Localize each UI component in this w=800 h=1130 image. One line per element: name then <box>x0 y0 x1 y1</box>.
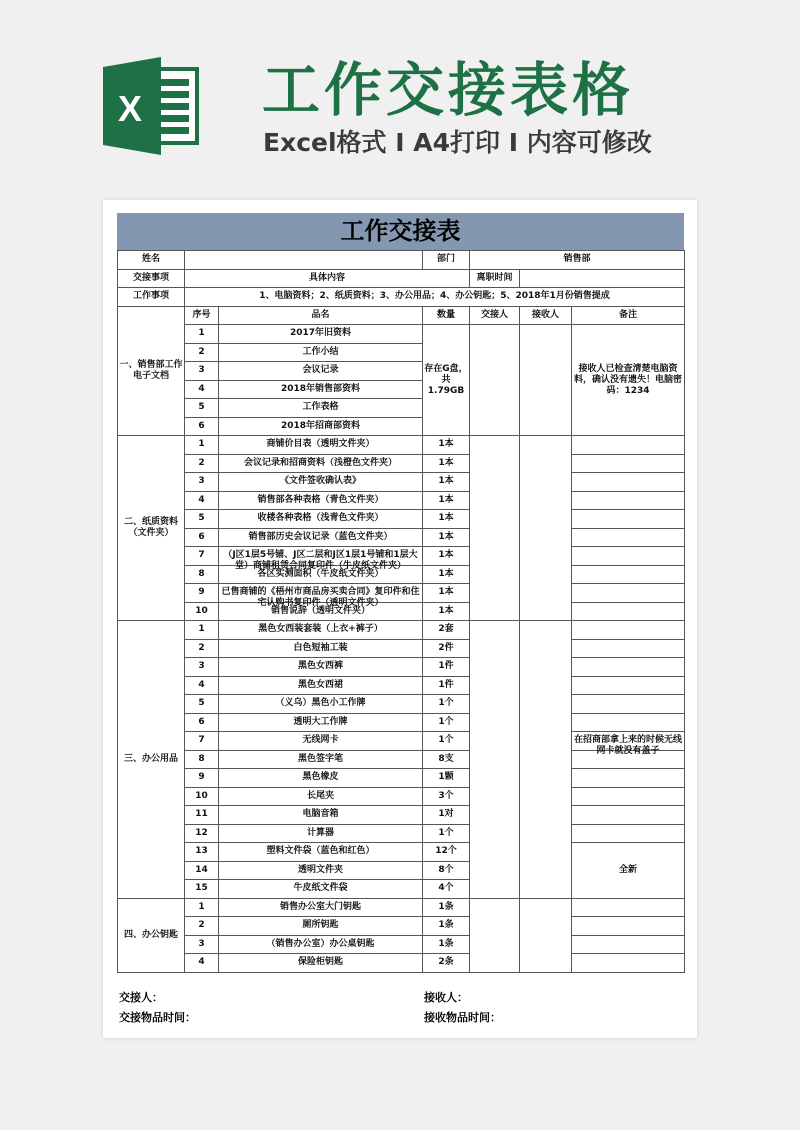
item-number: 5 <box>185 510 219 529</box>
item-note[interactable] <box>572 769 685 788</box>
item-note[interactable] <box>572 547 685 566</box>
items-value[interactable]: 1、电脑资料；2、纸质资料；3、办公用品；4、办公钥匙；5、2018年1月份销售提成 <box>185 288 685 307</box>
item-name[interactable]: 牛皮纸文件袋 <box>219 880 423 899</box>
section-label: 二、纸质资料（文件夹） <box>118 436 185 621</box>
item-number: 2 <box>185 454 219 473</box>
item-quantity[interactable]: 1个 <box>423 695 470 714</box>
table-row <box>118 787 685 806</box>
item-quantity[interactable]: 1本 <box>423 436 470 455</box>
item-note[interactable] <box>572 565 685 584</box>
receiver-cell[interactable] <box>520 621 572 899</box>
item-number: 8 <box>185 750 219 769</box>
leave-value[interactable] <box>520 269 685 288</box>
item-number: 3 <box>185 658 219 677</box>
table-row <box>118 676 685 695</box>
item-number: 6 <box>185 528 219 547</box>
item-number: 3 <box>185 473 219 492</box>
item-name[interactable]: 商铺价目表（透明文件夹） <box>219 436 423 455</box>
item-name[interactable]: 黑色女西裤 <box>219 658 423 677</box>
item-name[interactable]: 《文件签收确认表》 <box>219 473 423 492</box>
item-number: 12 <box>185 824 219 843</box>
item-note[interactable] <box>572 695 685 714</box>
row-name <box>118 251 685 270</box>
item-note[interactable] <box>572 824 685 843</box>
item-name[interactable]: 黑色女西裙 <box>219 676 423 695</box>
table-row <box>118 473 685 492</box>
item-name[interactable]: 计算器 <box>219 824 423 843</box>
item-number: 3 <box>185 935 219 954</box>
item-number: 7 <box>185 547 219 566</box>
item-number: 15 <box>185 880 219 899</box>
table-row <box>118 713 685 732</box>
item-quantity[interactable]: 4个 <box>423 880 470 899</box>
item-note[interactable] <box>572 436 685 455</box>
table-row <box>118 732 685 751</box>
item-number: 1 <box>185 898 219 917</box>
item-name[interactable]: 工作小结 <box>219 343 423 362</box>
handover-time-label: 交接物品时间： <box>119 1011 196 1024</box>
item-name[interactable]: 销售部各种表格（青色文件夹） <box>219 491 423 510</box>
section-label: 四、办公钥匙 <box>118 898 185 972</box>
item-name[interactable]: 黑色橡皮 <box>219 769 423 788</box>
handover-person-cell[interactable] <box>470 621 520 899</box>
item-note[interactable]: 接收人已检查清楚电脑资料，确认没有遗失！电脑密码：1234 <box>572 325 685 436</box>
item-note[interactable] <box>572 510 685 529</box>
receive-time-label: 接收物品时间： <box>424 1011 501 1024</box>
item-number: 9 <box>185 584 219 603</box>
item-note[interactable] <box>572 491 685 510</box>
table-row <box>118 510 685 529</box>
row-items <box>118 288 685 307</box>
column-header: 备注 <box>572 306 685 325</box>
item-name[interactable]: 透明大工作牌 <box>219 713 423 732</box>
item-note[interactable] <box>572 917 685 936</box>
item-quantity[interactable]: 1本 <box>423 547 470 566</box>
item-note[interactable] <box>572 621 685 640</box>
item-name[interactable]: 各区实测面积（牛皮纸文件夹） <box>219 565 423 584</box>
item-number: 2 <box>185 343 219 362</box>
item-note[interactable]: 全新 <box>572 843 685 899</box>
handover-label: 交接事项 <box>118 269 185 288</box>
receiver-cell[interactable] <box>520 325 572 436</box>
item-quantity[interactable]: 2套 <box>423 621 470 640</box>
item-name[interactable]: 会议记录 <box>219 362 423 381</box>
item-note[interactable] <box>572 787 685 806</box>
item-quantity[interactable]: 2件 <box>423 639 470 658</box>
receiver-cell[interactable] <box>520 436 572 621</box>
item-quantity[interactable]: 1条 <box>423 898 470 917</box>
item-note[interactable] <box>572 676 685 695</box>
table-row <box>118 436 685 455</box>
item-quantity[interactable]: 12个 <box>423 843 470 862</box>
item-number: 1 <box>185 436 219 455</box>
table-row <box>118 491 685 510</box>
item-name[interactable]: 工作表格 <box>219 399 423 418</box>
table-row <box>118 769 685 788</box>
item-note[interactable] <box>572 658 685 677</box>
table-row <box>118 621 685 640</box>
item-name[interactable]: 2017年旧资料 <box>219 325 423 344</box>
section-label: 三、办公用品 <box>118 621 185 899</box>
handover-person-cell[interactable] <box>470 898 520 972</box>
table-row <box>118 898 685 917</box>
table-row <box>118 639 685 658</box>
item-name[interactable]: 黑色签字笔 <box>219 750 423 769</box>
table-row <box>118 528 685 547</box>
item-name[interactable]: 会议记录和招商资料（浅橙色文件夹） <box>219 454 423 473</box>
dept-label: 部门 <box>423 251 470 270</box>
item-name[interactable]: 已售商铺的《梧州市商品房买卖合同》复印件和住宅认购书复印件（透明文件夹） <box>219 584 423 603</box>
table-row <box>118 547 685 566</box>
table-row <box>118 824 685 843</box>
item-quantity[interactable]: 3个 <box>423 787 470 806</box>
handover-person-label: 交接人： <box>119 991 163 1004</box>
table-row <box>118 843 685 862</box>
item-name[interactable]: （销售办公室）办公桌钥匙 <box>219 935 423 954</box>
item-number: 11 <box>185 806 219 825</box>
item-number: 10 <box>185 602 219 621</box>
item-number: 6 <box>185 417 219 436</box>
items-label: 工作事项 <box>118 288 185 307</box>
item-name[interactable]: 白色短袖工装 <box>219 639 423 658</box>
item-number: 14 <box>185 861 219 880</box>
item-name[interactable]: 塑料文件袋（蓝色和红色） <box>219 843 423 862</box>
item-note[interactable] <box>572 454 685 473</box>
item-quantity[interactable]: 2条 <box>423 954 470 973</box>
item-quantity[interactable]: 8支 <box>423 750 470 769</box>
table-row <box>118 806 685 825</box>
item-quantity[interactable]: 8个 <box>423 861 470 880</box>
item-quantity[interactable]: 1件 <box>423 658 470 677</box>
content-label: 具体内容 <box>185 269 470 288</box>
item-name[interactable]: （义乌）黑色小工作牌 <box>219 695 423 714</box>
item-number: 2 <box>185 639 219 658</box>
item-quantity[interactable]: 1对 <box>423 806 470 825</box>
item-note[interactable] <box>572 806 685 825</box>
item-number: 5 <box>185 695 219 714</box>
item-quantity[interactable]: 1个 <box>423 824 470 843</box>
item-note[interactable] <box>572 584 685 603</box>
leave-label: 离职时间 <box>470 269 520 288</box>
item-name[interactable]: 电脑音箱 <box>219 806 423 825</box>
item-note[interactable] <box>572 602 685 621</box>
item-note[interactable] <box>572 898 685 917</box>
name-value[interactable] <box>185 251 423 270</box>
item-quantity[interactable]: 1本 <box>423 584 470 603</box>
item-number: 6 <box>185 713 219 732</box>
item-name[interactable]: （J区1层5号铺、J区二层和J区1层1号铺和1层大堂）商铺租赁合同复印件（牛皮纸文件夹） <box>219 547 423 566</box>
table-row <box>118 935 685 954</box>
item-note[interactable] <box>572 954 685 973</box>
banner-subtitle: Excel格式 I A4打印 I 内容可修改 <box>263 128 652 157</box>
column-header: 接收人 <box>520 306 572 325</box>
item-number: 4 <box>185 954 219 973</box>
item-number: 10 <box>185 787 219 806</box>
table-row <box>118 454 685 473</box>
table-row <box>118 325 685 344</box>
item-name[interactable]: 收楼各种表格（浅青色文件夹） <box>219 510 423 529</box>
table-row <box>118 584 685 603</box>
item-quantity[interactable]: 1本 <box>423 473 470 492</box>
item-quantity[interactable]: 1条 <box>423 917 470 936</box>
receiver-label: 接收人： <box>424 991 468 1004</box>
item-quantity[interactable]: 1本 <box>423 510 470 529</box>
item-number: 4 <box>185 380 219 399</box>
item-number: 2 <box>185 917 219 936</box>
item-name[interactable]: 长尾夹 <box>219 787 423 806</box>
item-quantity[interactable]: 1个 <box>423 713 470 732</box>
item-number: 5 <box>185 399 219 418</box>
item-quantity[interactable]: 1颗 <box>423 769 470 788</box>
svg-text:X: X <box>118 88 143 129</box>
table-row <box>118 658 685 677</box>
item-number: 3 <box>185 362 219 381</box>
item-quantity[interactable]: 1件 <box>423 676 470 695</box>
item-quantity[interactable]: 1个 <box>423 732 470 751</box>
handover-table <box>117 250 685 973</box>
section-label: 一、销售部工作电子文档 <box>118 306 185 436</box>
item-number: 1 <box>185 621 219 640</box>
receiver-cell[interactable] <box>520 898 572 972</box>
item-number: 7 <box>185 732 219 751</box>
item-quantity[interactable]: 1本 <box>423 454 470 473</box>
sheet-title: 工作交接表 <box>117 213 684 250</box>
item-name[interactable]: 厕所钥匙 <box>219 917 423 936</box>
table-row <box>118 954 685 973</box>
item-quantity[interactable]: 1本 <box>423 602 470 621</box>
table-row <box>118 602 685 621</box>
item-name[interactable]: 黑色女西装套装（上衣+裤子） <box>219 621 423 640</box>
item-name[interactable]: 销售办公室大门钥匙 <box>219 898 423 917</box>
handover-person-cell[interactable] <box>470 325 520 436</box>
name-label: 姓名 <box>118 251 185 270</box>
item-note[interactable] <box>572 473 685 492</box>
excel-logo-icon <box>103 57 199 155</box>
item-quantity[interactable]: 1本 <box>423 565 470 584</box>
item-number: 1 <box>185 325 219 344</box>
column-header: 交接人 <box>470 306 520 325</box>
item-note[interactable] <box>572 639 685 658</box>
banner-title: 工作交接表格 <box>262 56 635 124</box>
item-number: 4 <box>185 491 219 510</box>
item-name[interactable]: 无线网卡 <box>219 732 423 751</box>
item-name[interactable]: 2018年销售部资料 <box>219 380 423 399</box>
item-quantity[interactable]: 1条 <box>423 935 470 954</box>
item-quantity[interactable]: 1本 <box>423 528 470 547</box>
row-handover <box>118 269 685 288</box>
item-name[interactable]: 2018年招商部资料 <box>219 417 423 436</box>
item-number: 13 <box>185 843 219 862</box>
item-number: 9 <box>185 769 219 788</box>
table-row <box>118 695 685 714</box>
item-name[interactable]: 销售说辞（透明文件夹） <box>219 602 423 621</box>
item-quantity[interactable]: 存在G盘，共1.79GB <box>423 325 470 436</box>
item-quantity[interactable]: 1本 <box>423 491 470 510</box>
item-note[interactable] <box>572 528 685 547</box>
item-name[interactable]: 保险柜钥匙 <box>219 954 423 973</box>
item-number: 4 <box>185 676 219 695</box>
item-name[interactable]: 透明文件夹 <box>219 861 423 880</box>
item-note[interactable]: 在招商部拿上来的时候无线网卡就没有盖子 <box>572 732 685 751</box>
item-name[interactable]: 销售部历史会议记录（蓝色文件夹） <box>219 528 423 547</box>
column-header-row <box>118 306 685 325</box>
column-header: 品名 <box>219 306 423 325</box>
document-page <box>103 200 697 1038</box>
table-row <box>118 917 685 936</box>
item-note[interactable] <box>572 713 685 732</box>
dept-value[interactable]: 销售部 <box>470 251 685 270</box>
column-header: 序号 <box>185 306 219 325</box>
handover-person-cell[interactable] <box>470 436 520 621</box>
item-note[interactable] <box>572 935 685 954</box>
column-header: 数量 <box>423 306 470 325</box>
item-number: 8 <box>185 565 219 584</box>
